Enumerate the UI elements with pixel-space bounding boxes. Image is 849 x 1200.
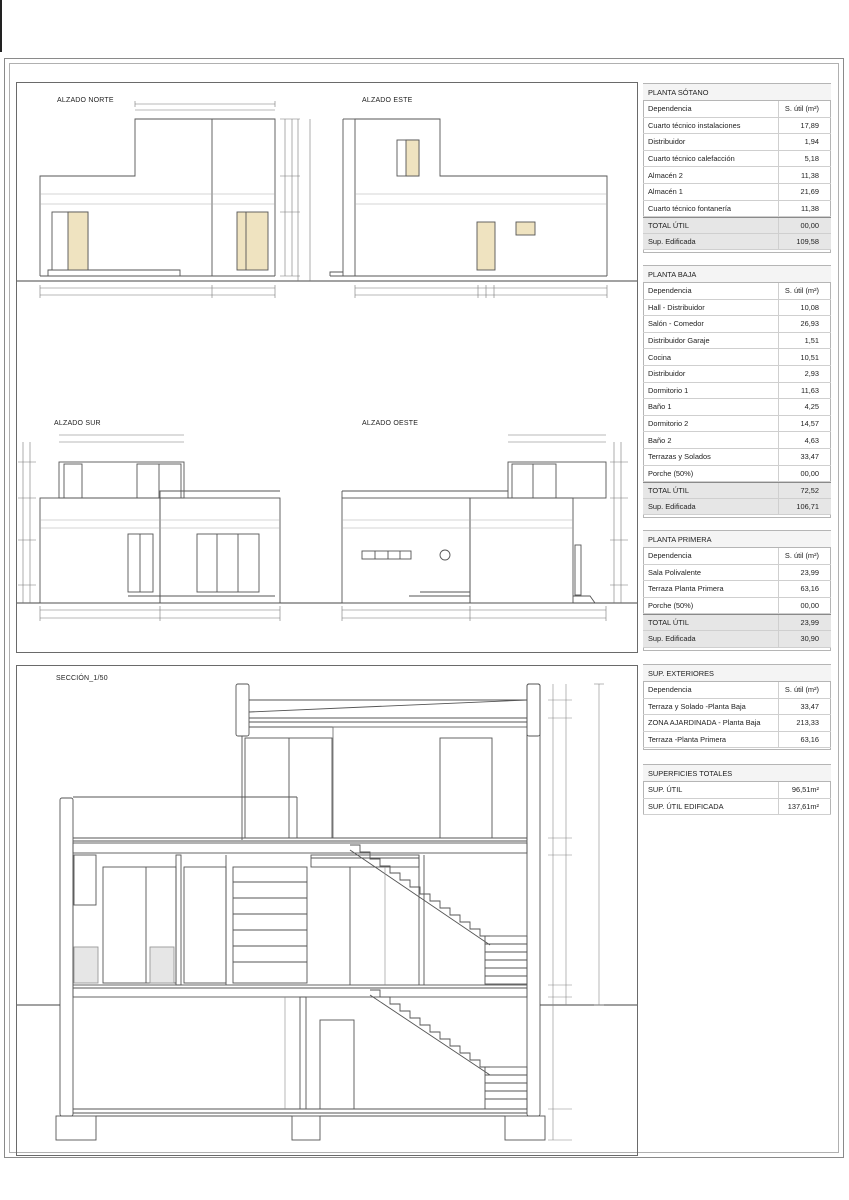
room-area: 2,93	[778, 366, 831, 382]
column-header-superficie: S. útil (m²)	[778, 548, 831, 564]
table-row	[643, 416, 831, 433]
room-name: Cuarto técnico instalaciones	[648, 120, 741, 130]
table-row	[643, 565, 831, 582]
room-area: 00,00	[778, 598, 831, 614]
column-header-superficie: S. útil (m²)	[778, 101, 831, 117]
east-small-window	[516, 222, 535, 235]
room-area: 1,94	[778, 134, 831, 150]
table-row	[643, 715, 831, 732]
room-name: Cuarto técnico calefacción	[648, 154, 735, 164]
table-row	[643, 466, 831, 483]
column-header-dependencia: Dependencia	[648, 551, 692, 561]
room-area: 21,69	[778, 184, 831, 200]
room-name: Hall - Distribuidor	[648, 302, 705, 312]
label-seccion: SECCIÓN_1/50	[56, 675, 108, 682]
built-value: 106,71	[778, 499, 831, 515]
room-area: 26,93	[778, 316, 831, 332]
total-label: SUP. ÚTIL	[648, 785, 683, 795]
south-door-2	[197, 534, 259, 592]
north-door-right	[237, 212, 268, 270]
west-window	[512, 464, 556, 498]
room-area: 11,38	[778, 201, 831, 217]
room-area: 11,63	[778, 383, 831, 399]
table-row	[643, 799, 831, 816]
total-row	[643, 217, 831, 234]
table-row	[643, 201, 831, 218]
table-title: SUP. EXTERIORES	[643, 664, 831, 682]
east-door	[477, 222, 495, 270]
area-value: 33,47	[778, 699, 831, 715]
column-header-dependencia: Dependencia	[648, 104, 692, 114]
built-label: Sup. Edificada	[648, 502, 696, 512]
room-name: Cocina	[648, 352, 672, 362]
room-name: Terraza Planta Primera	[648, 584, 724, 594]
room-name: Porche (50%)	[648, 601, 694, 611]
room-name: Sala Polivalente	[648, 567, 702, 577]
built-row	[643, 234, 831, 251]
column-header-superficie: S. útil (m²)	[778, 283, 831, 299]
area-name: ZONA AJARDINADA - Planta Baja	[648, 718, 761, 728]
built-value: 109,58	[778, 234, 831, 250]
south-door-1	[128, 534, 153, 592]
room-area: 00,00	[778, 466, 831, 482]
table-row	[643, 366, 831, 383]
total-label: TOTAL ÚTIL	[648, 220, 689, 230]
total-value: 23,99	[778, 615, 831, 630]
total-label: TOTAL ÚTIL	[648, 618, 689, 628]
south-elevation-outline	[40, 462, 280, 603]
planta-sotano	[643, 83, 831, 250]
room-name: Distribuidor	[648, 369, 686, 379]
table-title: PLANTA PRIMERA	[643, 530, 831, 548]
west-strip-window	[362, 551, 411, 559]
area-name: Terraza -Planta Primera	[648, 735, 727, 745]
planta-primera	[643, 530, 831, 648]
table-row	[643, 333, 831, 350]
room-name: Cuarto técnico fontanería	[648, 203, 731, 213]
room-name: Distribuidor	[648, 137, 686, 147]
table-row	[643, 134, 831, 151]
room-area: 11,38	[778, 167, 831, 183]
label-alzado-sur: ALZADO SUR	[54, 420, 101, 427]
room-name: Distribuidor Garaje	[648, 336, 710, 346]
room-area: 4,25	[778, 399, 831, 415]
table-row	[643, 349, 831, 366]
table-row	[643, 316, 831, 333]
room-name: Salón - Comedor	[648, 319, 704, 329]
room-area: 10,08	[778, 300, 831, 316]
table-row	[643, 449, 831, 466]
built-value: 30,90	[778, 631, 831, 647]
table-row	[643, 598, 831, 615]
room-name: Dormitorio 2	[648, 419, 689, 429]
table-row	[643, 151, 831, 168]
table-row	[643, 167, 831, 184]
room-area: 23,99	[778, 565, 831, 581]
room-name: Dormitorio 1	[648, 385, 689, 395]
superficies-totales	[643, 764, 831, 815]
total-label: TOTAL ÚTIL	[648, 485, 689, 495]
room-area: 14,57	[778, 416, 831, 432]
planta-baja	[643, 265, 831, 515]
room-area: 10,51	[778, 349, 831, 365]
label-alzado-este: ALZADO ESTE	[362, 97, 413, 104]
table-row	[643, 184, 831, 201]
built-row	[643, 631, 831, 648]
room-area: 1,51	[778, 333, 831, 349]
column-header-dependencia: Dependencia	[648, 286, 692, 296]
room-area: 5,18	[778, 151, 831, 167]
section-drawing	[17, 684, 637, 1140]
room-name: Terrazas y Solados	[648, 452, 711, 462]
east-elevation-outline	[330, 119, 607, 276]
table-row	[643, 399, 831, 416]
west-round-window	[440, 550, 450, 560]
table-row	[643, 581, 831, 598]
label-alzado-oeste: ALZADO OESTE	[362, 420, 419, 427]
room-name: Baño 1	[648, 402, 672, 412]
total-value: 00,00	[778, 218, 831, 233]
table-title: SUPERFICIES TOTALES	[643, 764, 831, 782]
built-row	[643, 499, 831, 516]
table-title: PLANTA SÓTANO	[643, 83, 831, 101]
sup-exteriores	[643, 664, 831, 748]
room-name: Almacén 1	[648, 187, 683, 197]
room-name: Baño 2	[648, 435, 672, 445]
column-header-dependencia: Dependencia	[648, 685, 692, 695]
area-name: Terraza y Solado -Planta Baja	[648, 701, 746, 711]
west-elevation-outline	[342, 462, 606, 603]
total-label: SUP. ÚTIL EDIFICADA	[648, 801, 724, 811]
column-header-superficie: S. útil (m²)	[778, 682, 831, 698]
room-area: 17,89	[778, 118, 831, 134]
total-value: 72,52	[778, 483, 831, 498]
built-label: Sup. Edificada	[648, 634, 696, 644]
table-title: PLANTA BAJA	[643, 265, 831, 283]
total-value: 96,51m²	[778, 782, 831, 798]
area-value: 213,33	[778, 715, 831, 731]
room-area: 63,16	[778, 581, 831, 597]
south-window-1	[64, 464, 82, 498]
room-area: 33,47	[778, 449, 831, 465]
table-row	[643, 699, 831, 716]
table-row	[643, 782, 831, 799]
table-row	[643, 732, 831, 749]
total-row	[643, 482, 831, 499]
area-value: 63,16	[778, 732, 831, 748]
table-row	[643, 383, 831, 400]
room-name: Porche (50%)	[648, 468, 694, 478]
built-label: Sup. Edificada	[648, 237, 696, 247]
room-name: Almacén 2	[648, 170, 683, 180]
room-area: 4,63	[778, 432, 831, 448]
table-row	[643, 432, 831, 449]
total-row	[643, 614, 831, 631]
table-row	[643, 118, 831, 135]
table-row	[643, 300, 831, 317]
total-value: 137,61m²	[778, 799, 831, 815]
label-alzado-norte: ALZADO NORTE	[57, 97, 114, 104]
